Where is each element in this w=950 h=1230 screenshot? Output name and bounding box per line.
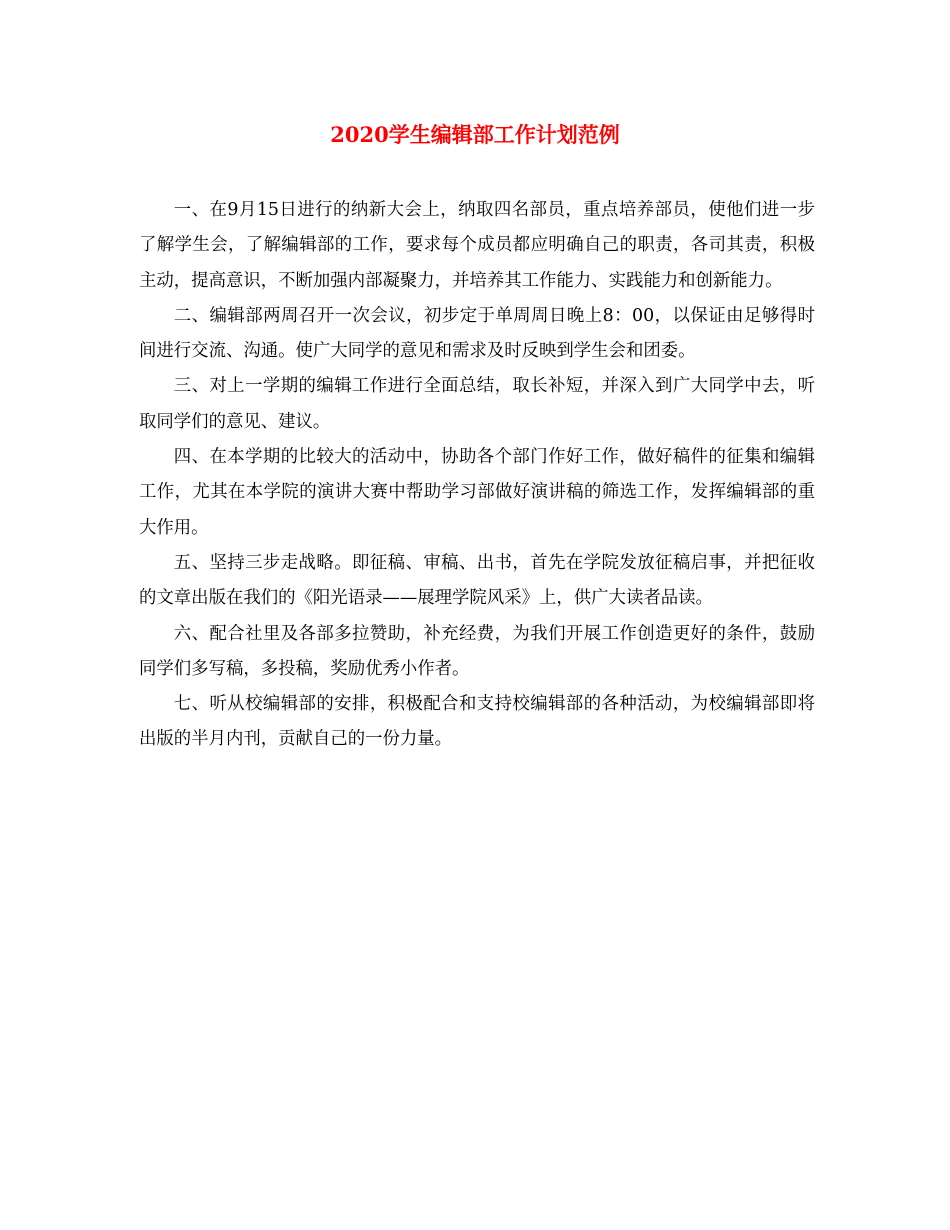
paragraph-5: 五、坚持三步走战略。即征稿、审稿、出书，首先在学院发放征稿启事，并把征收的文章出版在我们的《阳光语录——展理学院风采》上，供广大读者品读。 [139,552,815,609]
paragraph-4: 四、在本学期的比较大的活动中，协助各个部门作好工作，做好稿件的征集和编辑工作，尤其在本学院的演讲大赛中帮助学习部做好演讲稿的筛选工作，发挥编辑部的重大作用。 [139,447,815,538]
paragraph-7: 七、听从校编辑部的安排，积极配合和支持校编辑部的各种活动，为校编辑部即将出版的半月内刊，贡献自己的一份力量。 [139,694,815,750]
paragraph-2: 二、编辑部两周召开一次会议，初步定于单周周日晚上8：00，以保证由足够得时间进行交流、沟通。使广大同学的意见和需求及时反映到学生会和团委。 [139,305,815,362]
paragraph-6: 六、配合社里及各部多拉赞助，补充经费，为我们开展工作创造更好的条件，鼓励同学们多写稿，多投稿，奖励优秀小作者。 [139,623,815,679]
document-body [139,193,815,758]
paragraph-1: 一、在9月15日进行的纳新大会上，纳取四名部员，重点培养部员，使他们进一步了解学生会，了解编辑部的工作，要求每个成员都应明确自己的职责，各司其责，积极主动，提高意识，不断加强内部凝聚力，并培养其工作能力、实践能力和创新能力。 [139,200,815,291]
document-title: 2020学生编辑部工作计划范例 [330,122,620,147]
paragraph-3: 三、对上一学期的编辑工作进行全面总结，取长补短，并深入到广大同学中去，听取同学们的意见、建议。 [139,376,815,432]
